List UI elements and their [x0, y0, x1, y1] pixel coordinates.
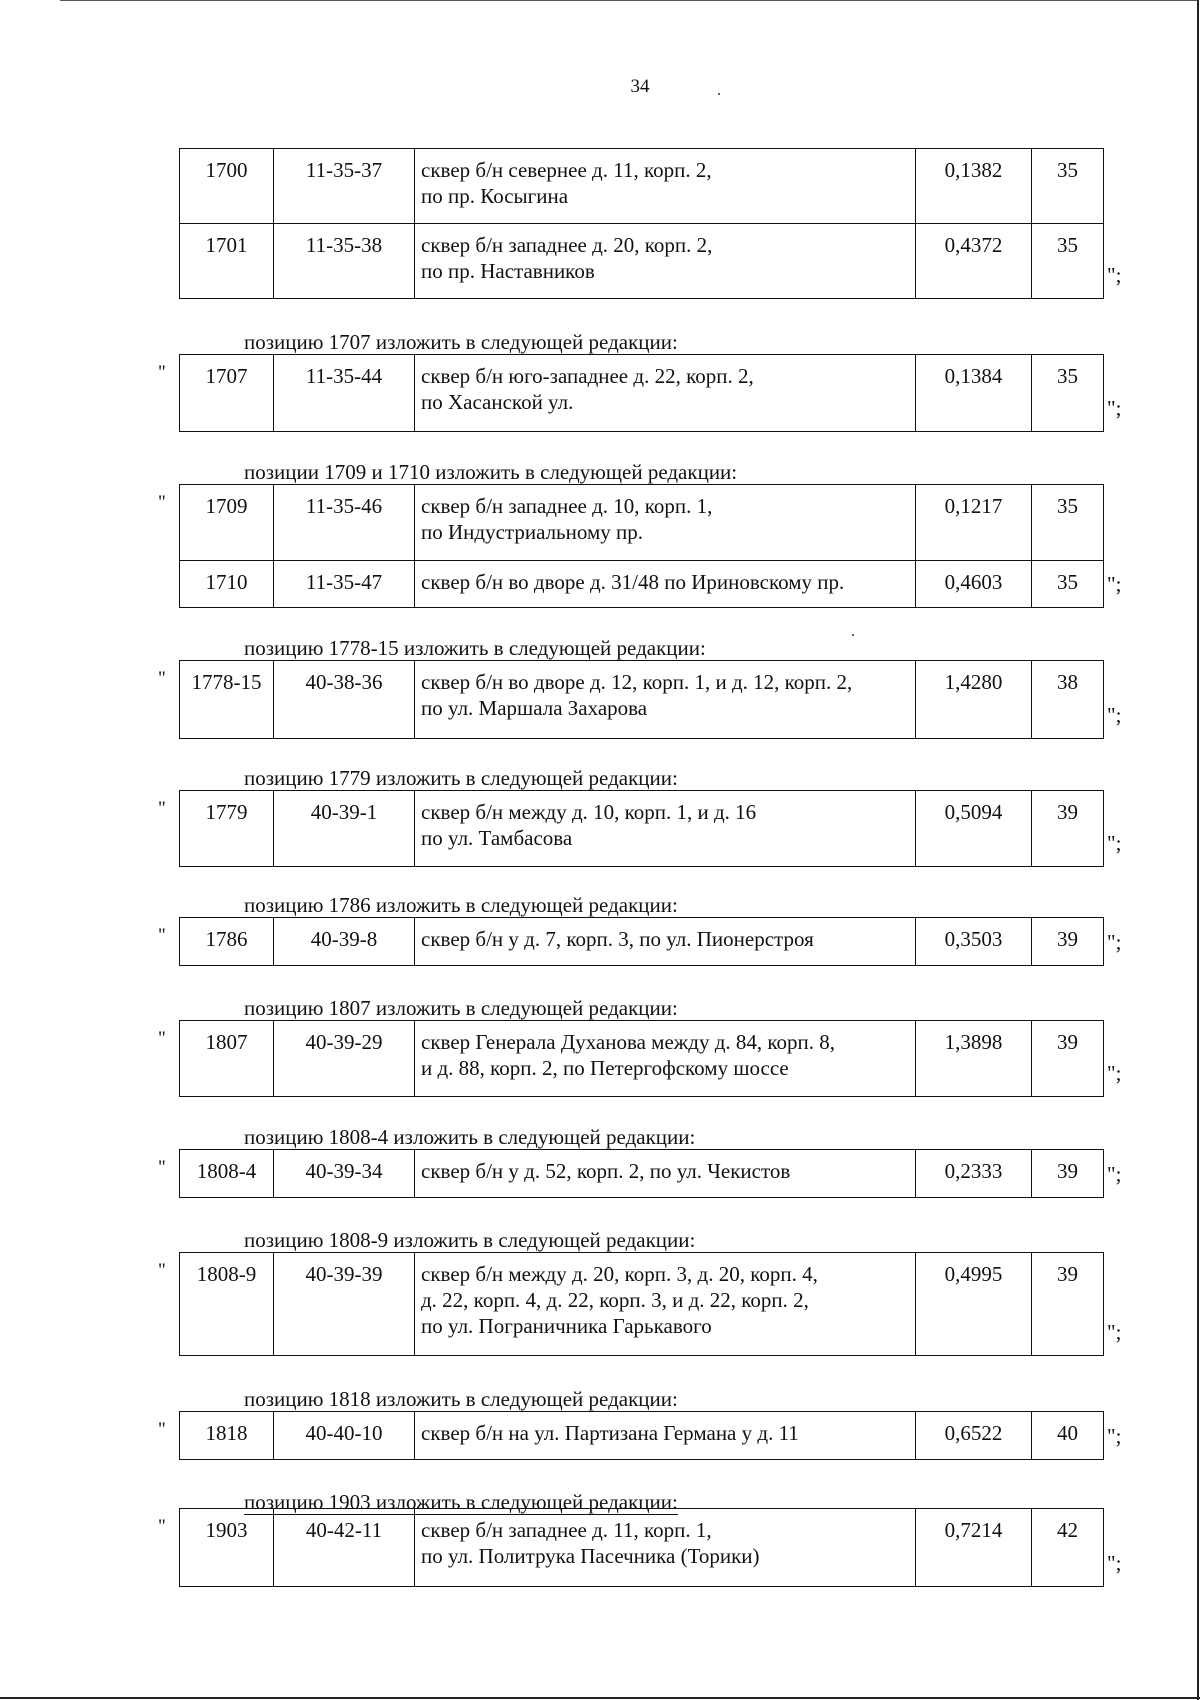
position-number-cell: 1710 — [180, 561, 274, 608]
table-row — [180, 149, 1104, 224]
description-line: сквер б/н у д. 7, корп. 3, по ул. Пионерстроя — [421, 927, 814, 951]
description-line: сквер Генерала Духанова между д. 84, корп. 8, — [421, 1030, 836, 1054]
description-line: сквер б/н севернее д. 11, корп. 2, — [421, 158, 712, 182]
closing-quote: "; — [1107, 831, 1122, 855]
page-frame-bottom — [0, 1697, 1200, 1699]
registry-table — [179, 1020, 1104, 1097]
description-cell — [415, 661, 916, 739]
description-line: по пр. Наставников — [421, 259, 595, 283]
description-line: сквер б/н у д. 52, корп. 2, по ул. Чекистов — [421, 1159, 791, 1183]
position-number-cell: 1808-4 — [180, 1150, 274, 1198]
description-line: сквер б/н во дворе д. 12, корп. 1, и д. 12, корп. 2, — [421, 670, 853, 694]
table-row — [180, 355, 1104, 432]
area-cell: 0,4603 — [916, 561, 1032, 608]
area-cell: 1,4280 — [916, 661, 1032, 739]
closing-quote: "; — [1107, 930, 1122, 954]
amendment-instruction — [244, 765, 678, 791]
closing-quote: "; — [1107, 572, 1122, 596]
area-cell: 1,3898 — [916, 1021, 1032, 1097]
description-line: д. 22, корп. 4, д. 22, корп. 3, и д. 22, корп. 2, — [421, 1288, 809, 1312]
position-number-cell: 1903 — [180, 1509, 274, 1587]
sheet-cell: 35 — [1032, 149, 1104, 224]
description-cell — [415, 1253, 916, 1356]
registry-table — [179, 1411, 1104, 1460]
description-line: по ул. Политрука Пасечника (Торики) — [421, 1544, 760, 1568]
description-cell — [415, 791, 916, 867]
table-row — [180, 918, 1104, 966]
sheet-cell: 35 — [1032, 485, 1104, 561]
registry-code-cell: 40-38-36 — [274, 661, 415, 739]
description-line: сквер б/н юго-западнее д. 22, корп. 2, — [421, 364, 754, 388]
amendment-instruction — [244, 459, 737, 485]
position-number-cell: 1779 — [180, 791, 274, 867]
opening-quote: " — [158, 1157, 166, 1178]
description-line: по ул. Тамбасова — [421, 826, 573, 850]
area-cell: 0,3503 — [916, 918, 1032, 966]
amendment-instruction-text: позицию 1903 изложить в следующей редакции: — [244, 1490, 678, 1514]
amendment-instruction — [244, 1386, 678, 1412]
registry-table — [179, 1252, 1104, 1356]
area-cell: 0,4372 — [916, 224, 1032, 299]
registry-code-cell: 11-35-46 — [274, 485, 415, 561]
closing-quote: "; — [1107, 263, 1122, 287]
description-line: сквер б/н на ул. Партизана Германа у д. 11 — [421, 1421, 799, 1445]
position-number-cell: 1808-9 — [180, 1253, 274, 1356]
table-row — [180, 1412, 1104, 1460]
sheet-cell: 39 — [1032, 1150, 1104, 1198]
description-line: по Индустриальному пр. — [421, 520, 643, 544]
opening-quote: " — [158, 668, 166, 689]
registry-table — [179, 1149, 1104, 1198]
description-cell — [415, 918, 916, 966]
opening-quote: " — [158, 492, 166, 513]
description-line: сквер б/н между д. 10, корп. 1, и д. 16 — [421, 800, 757, 824]
description-line: сквер б/н западнее д. 20, корп. 2, — [421, 233, 713, 257]
registry-code-cell: 11-35-38 — [274, 224, 415, 299]
page-frame-top — [60, 0, 1198, 1]
closing-quote: "; — [1107, 1424, 1122, 1448]
amendment-instruction — [244, 635, 706, 661]
position-number-cell: 1778-15 — [180, 661, 274, 739]
opening-quote: " — [158, 1028, 166, 1049]
registry-table — [179, 790, 1104, 867]
registry-code-cell: 11-35-44 — [274, 355, 415, 432]
sheet-cell: 39 — [1032, 791, 1104, 867]
description-cell — [415, 1412, 916, 1460]
description-line: и д. 88, корп. 2, по Петергофскому шоссе — [421, 1056, 789, 1080]
registry-table — [179, 148, 1104, 299]
closing-quote: "; — [1107, 703, 1122, 727]
amendment-instruction-text: позицию 1818 изложить в следующей редакции: — [244, 1387, 678, 1411]
area-cell: 0,5094 — [916, 791, 1032, 867]
area-cell: 0,4995 — [916, 1253, 1032, 1356]
table-row — [180, 791, 1104, 867]
position-number-cell: 1818 — [180, 1412, 274, 1460]
sheet-cell: 39 — [1032, 1253, 1104, 1356]
table-row — [180, 1150, 1104, 1198]
description-cell — [415, 1150, 916, 1198]
opening-quote: " — [158, 362, 166, 383]
description-line: сквер б/н во дворе д. 31/48 по Ириновскому пр. — [421, 570, 845, 594]
opening-quote: " — [158, 1516, 166, 1537]
registry-code-cell: 40-39-34 — [274, 1150, 415, 1198]
table-row — [180, 224, 1104, 299]
registry-table — [179, 1508, 1104, 1587]
area-cell: 0,7214 — [916, 1509, 1032, 1587]
opening-quote: " — [158, 925, 166, 946]
position-number-cell: 1709 — [180, 485, 274, 561]
position-number-cell: 1807 — [180, 1021, 274, 1097]
table-row — [180, 1509, 1104, 1587]
sheet-cell: 35 — [1032, 561, 1104, 608]
table-row — [180, 661, 1104, 739]
closing-quote: "; — [1107, 1162, 1122, 1186]
registry-table — [179, 917, 1104, 966]
position-number-cell: 1786 — [180, 918, 274, 966]
amendment-instruction-text: позиции 1709 и 1710 изложить в следующей редакции: — [244, 460, 738, 484]
registry-table — [179, 354, 1104, 432]
description-line: сквер б/н западнее д. 11, корп. 1, — [421, 1518, 712, 1542]
description-line: сквер б/н между д. 20, корп. 3, д. 20, корп. 4, — [421, 1262, 818, 1286]
description-line: по пр. Косыгина — [421, 184, 569, 208]
description-line: сквер б/н западнее д. 10, корп. 1, — [421, 494, 713, 518]
description-line: по ул. Пограничника Гарькавого — [421, 1314, 712, 1338]
sheet-cell: 35 — [1032, 355, 1104, 432]
description-cell — [415, 1509, 916, 1587]
amendment-instruction — [244, 329, 678, 355]
amendment-instruction — [244, 1124, 695, 1150]
description-cell — [415, 224, 916, 299]
sheet-cell: 39 — [1032, 918, 1104, 966]
amendment-instruction-text: позицию 1786 изложить в следующей редакции: — [244, 893, 678, 917]
scan-speck — [718, 93, 720, 95]
opening-quote: " — [158, 1419, 166, 1440]
table-row — [180, 1253, 1104, 1356]
registry-code-cell: 40-39-29 — [274, 1021, 415, 1097]
description-line: по ул. Маршала Захарова — [421, 696, 648, 720]
registry-code-cell: 40-39-39 — [274, 1253, 415, 1356]
sheet-cell: 39 — [1032, 1021, 1104, 1097]
registry-code-cell: 11-35-47 — [274, 561, 415, 608]
area-cell: 0,1382 — [916, 149, 1032, 224]
opening-quote: " — [158, 798, 166, 819]
page-frame-right — [1197, 0, 1199, 1700]
sheet-cell: 40 — [1032, 1412, 1104, 1460]
amendment-instruction-text: позицию 1707 изложить в следующей редакции: — [244, 330, 678, 354]
position-number-cell: 1707 — [180, 355, 274, 432]
amendment-instruction-text: позицию 1778-15 изложить в следующей редакции: — [244, 636, 706, 660]
area-cell: 0,6522 — [916, 1412, 1032, 1460]
table-row — [180, 1021, 1104, 1097]
table-row — [180, 485, 1104, 561]
amendment-instruction-text: позицию 1779 изложить в следующей редакции: — [244, 766, 678, 790]
amendment-instruction — [244, 892, 678, 918]
amendment-instruction-text: позицию 1808-9 изложить в следующей редакции: — [244, 1228, 696, 1252]
closing-quote: "; — [1107, 1320, 1122, 1344]
closing-quote: "; — [1107, 396, 1122, 420]
page-number: 34 — [630, 76, 650, 97]
sheet-cell: 35 — [1032, 224, 1104, 299]
description-cell — [415, 485, 916, 561]
closing-quote: "; — [1107, 1551, 1122, 1575]
amendment-instruction — [244, 995, 678, 1021]
closing-quote: "; — [1107, 1061, 1122, 1085]
amendment-instruction-text: позицию 1807 изложить в следующей редакции: — [244, 996, 678, 1020]
description-cell — [415, 1021, 916, 1097]
position-number-cell: 1701 — [180, 224, 274, 299]
sheet-cell: 42 — [1032, 1509, 1104, 1587]
registry-table — [179, 484, 1104, 608]
table-row — [180, 561, 1104, 608]
area-cell: 0,2333 — [916, 1150, 1032, 1198]
scan-speck — [852, 634, 854, 636]
amendment-instruction-text: позицию 1808-4 изложить в следующей редакции: — [244, 1125, 696, 1149]
amendment-instruction — [244, 1227, 695, 1253]
opening-quote: " — [158, 1260, 166, 1281]
registry-table — [179, 660, 1104, 739]
position-number-cell: 1700 — [180, 149, 274, 224]
registry-code-cell: 40-42-11 — [274, 1509, 415, 1587]
description-cell — [415, 355, 916, 432]
description-cell — [415, 149, 916, 224]
sheet-cell: 38 — [1032, 661, 1104, 739]
registry-code-cell: 40-40-10 — [274, 1412, 415, 1460]
description-line: по Хасанской ул. — [421, 390, 574, 414]
description-cell — [415, 561, 916, 608]
area-cell: 0,1384 — [916, 355, 1032, 432]
area-cell: 0,1217 — [916, 485, 1032, 561]
registry-code-cell: 40-39-1 — [274, 791, 415, 867]
registry-code-cell: 40-39-8 — [274, 918, 415, 966]
registry-code-cell: 11-35-37 — [274, 149, 415, 224]
